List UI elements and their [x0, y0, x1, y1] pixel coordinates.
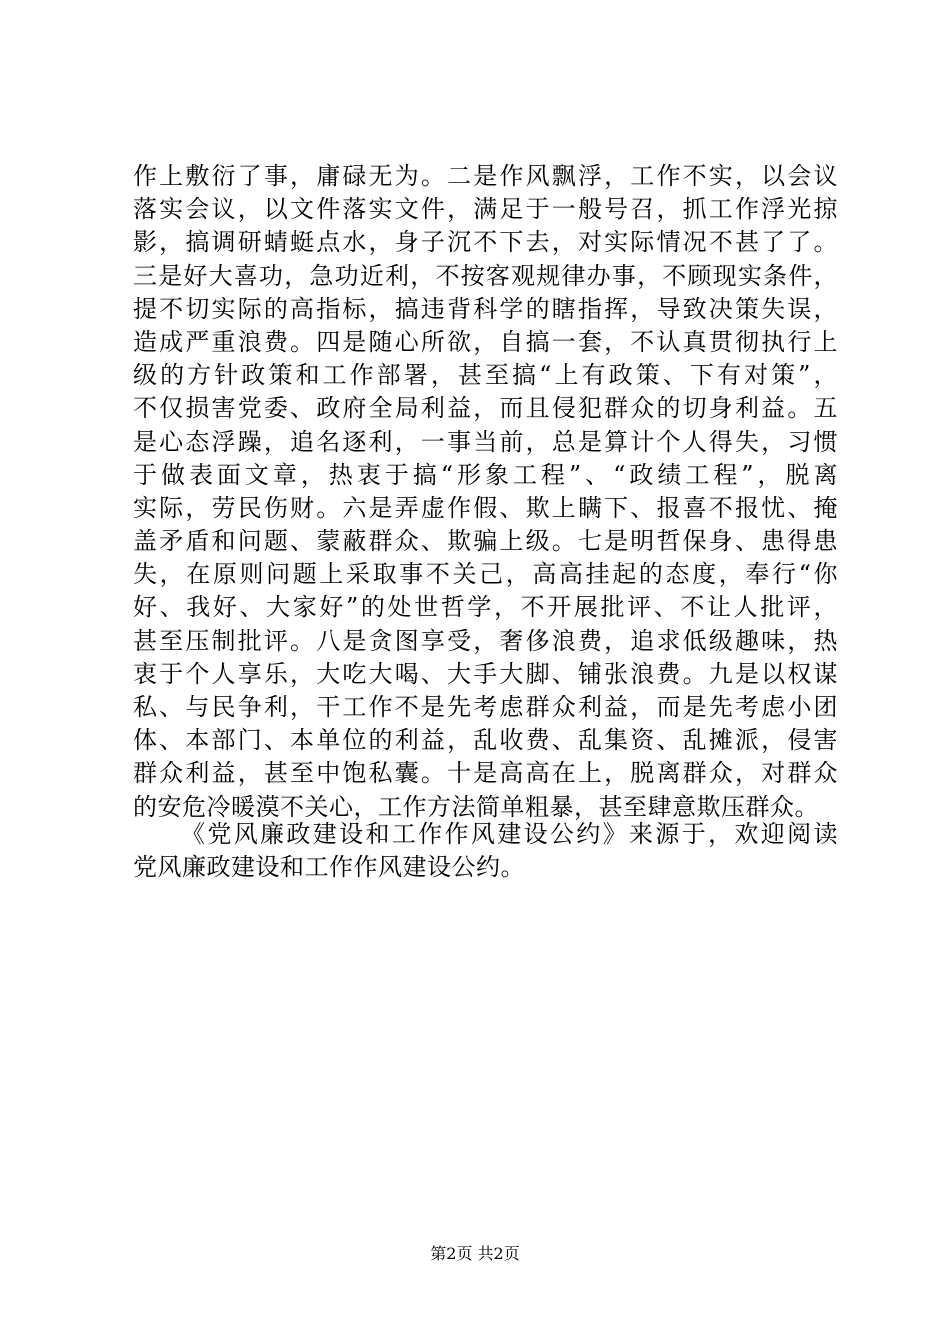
body-line: 甚至压制批评。八是贪图享受，奢侈浪费，追求低级趣味，热 — [133, 626, 838, 655]
body-line: 提不切实际的高指标，搞违背科学的瞎指挥，导致决策失误， — [133, 294, 838, 323]
body-line: 群众利益，甚至中饱私囊。十是高高在上，脱离群众，对群众 — [133, 759, 838, 788]
body-line: 作上敷衍了事，庸碌无为。二是作风飘浮，工作不实，以会议 — [133, 162, 838, 190]
body-line: 三是好大喜功，急功近利，不按客观规律办事，不顾现实条件， — [133, 261, 838, 290]
body-paragraph — [133, 160, 838, 824]
body-line: 是心态浮躁，追名逐利，一事当前，总是算计个人得失，习惯 — [133, 427, 838, 456]
closing-line: 党风廉政建设和工作作风建设公约。 — [133, 853, 525, 882]
body-line: 失，在原则问题上采取事不关己，高高挂起的态度，奉行“你 — [133, 560, 838, 589]
body-line: 衷于个人享乐，大吃大喝、大手大脚、铺张浪费。九是以权谋 — [133, 659, 838, 688]
body-line: 落实会议，以文件落实文件，满足于一般号召，抓工作浮光掠 — [133, 195, 838, 224]
closing-line: 《党风廉政建设和工作作风建设公约》来源于，欢迎阅读 — [181, 820, 838, 848]
body-line: 影，搞调研蜻蜓点水，身子沉不下去，对实际情况不甚了了。 — [133, 228, 838, 257]
body-line: 盖矛盾和问题、蒙蔽群众、欺骗上级。七是明哲保身、患得患 — [133, 527, 838, 556]
page-number-footer: 第2页 共2页 — [430, 1244, 520, 1263]
body-line: 私、与民争利，干工作不是先考虑群众利益，而是先考虑小团 — [133, 693, 838, 721]
body-line: 的安危冷暖漠不关心，工作方法简单粗暴，甚至肆意欺压群众。 — [133, 792, 819, 821]
body-line: 体、本部门、本单位的利益，乱收费、乱集资、乱摊派，侵害 — [133, 726, 838, 755]
body-line: 于做表面文章，热衷于搞“形象工程”、“政绩工程”，脱离 — [133, 460, 838, 489]
body-line: 级的方针政策和工作部署，甚至搞“上有政策、下有对策”， — [133, 361, 838, 390]
body-line: 好、我好、大家好”的处世哲学，不开展批评、不让人批评， — [133, 593, 838, 622]
body-line: 不仅损害党委、政府全局利益，而且侵犯群众的切身利益。五 — [133, 394, 838, 423]
closing-paragraph — [133, 818, 838, 884]
body-line: 实际，劳民伤财。六是弄虚作假、欺上瞒下、报喜不报忧、掩 — [133, 493, 838, 522]
body-line: 造成严重浪费。四是随心所欲，自搞一套，不认真贯彻执行上 — [133, 327, 838, 356]
